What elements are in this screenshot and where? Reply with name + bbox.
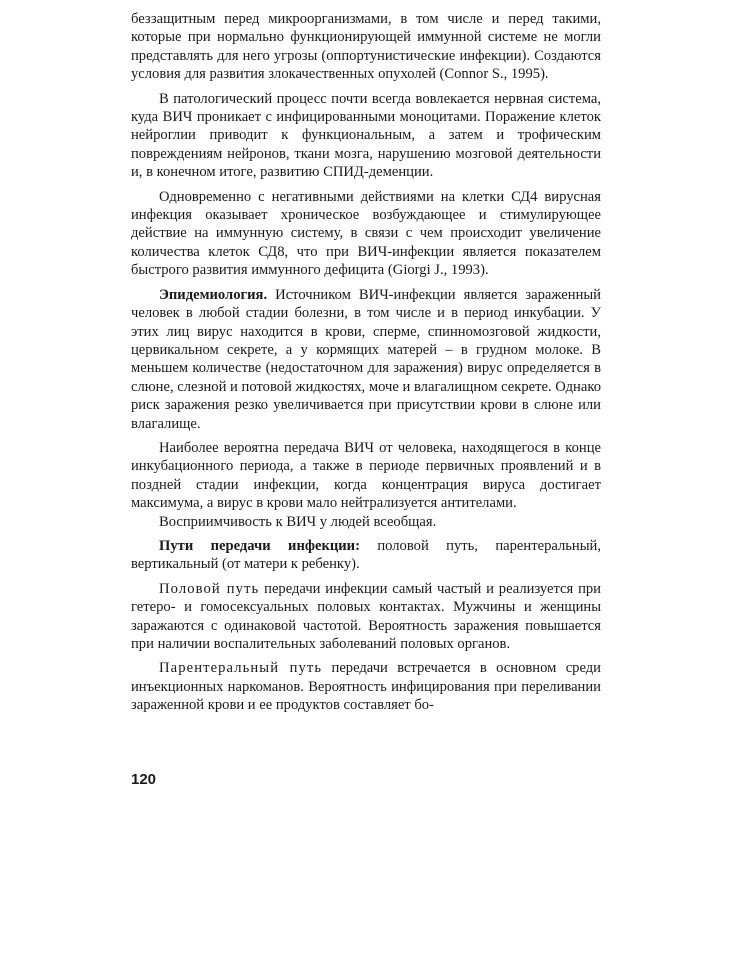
paragraph-cd4-cd8 — [131, 188, 601, 280]
term-parenteral-route: Парентеральный путь — [159, 660, 323, 677]
paragraph-text: Источником ВИЧ-инфекции является зараженный человек в любой стадии болезни, в том числе и в период инкубации. У этих лиц вирус находится в крови, сперме, спинномозговой жидкости, цервикальном секрете, а у кормящих матерей – в грудном молоке. В меньшем количестве (недостаточном для заражения) вирус определяется в слюне, слезной и потовой жидкостях, моче и влагалищном секрете. Однако риск заражения резко увеличивается при присутствии крови в слюне или влагалище. — [131, 286, 601, 432]
paragraph-text: передачи инфекции самый частый и реализуется при гетеро- и гомосексуальных половых контактах. Мужчины и женщины заражаются с одинаковой частотой. Вероятность заражения повышается при наличии воспалительных заболеваний половых органов. — [131, 580, 601, 652]
page-body — [131, 10, 601, 715]
paragraph-immune-deficiency — [131, 10, 601, 84]
term-sexual-route: Половой путь — [159, 580, 260, 597]
paragraph-text: беззащитным перед микроорганизмами, в том числе и перед такими, которые при нормально функционирующей иммунной системе не могли представлять для него угрозы (оппортунистические инфекции). Создаются условия для развития злокачественных опухолей (Connor S., 1995). — [131, 11, 601, 83]
paragraph-text: Наиболее вероятна передача ВИЧ от человека, находящегося в конце инкубационного периода, а также в периоде первичных проявлений и в поздней стадии инфекции, когда концентрация вируса достигает максимума, а вирус в крови мало нейтрализуется антителами. — [131, 439, 601, 512]
paragraph-text: Одновременно с негативными действиями на клетки СД4 вирусная инфекция оказывает хроническое возбуждающее и стимулирующее действие на иммунную систему, в связи с чем происходит увеличение количества клеток СД8, что при ВИЧ-инфекции является показателем быстрого развития иммунного дефицита (Giorgi J., 1993). — [131, 188, 601, 279]
paragraph-epidemiology — [131, 286, 601, 433]
paragraph-sexual-route — [131, 580, 601, 654]
paragraph-susceptibility — [131, 513, 601, 531]
paragraph-transmission-routes — [131, 537, 601, 574]
paragraph-text: половой путь, парентеральный, вертикальный (от матери к ребенку). — [131, 537, 601, 573]
paragraph-text: передачи встречается в основном среди инъекционных наркоманов. Вероятность инфицирования при переливании зараженной крови и ее продуктов составляет бо- — [131, 660, 601, 714]
paragraph-text: Восприимчивость к ВИЧ у людей всеобщая. — [159, 513, 437, 530]
paragraph-transmission-likelihood — [131, 439, 601, 513]
section-heading-transmission-routes: Пути передачи инфекции: — [159, 537, 360, 554]
paragraph-nervous-system — [131, 90, 601, 182]
page-number: 120 — [131, 771, 157, 788]
paragraph-text: В патологический процесс почти всегда вовлекается нервная система, куда ВИЧ проникает с инфицированными моноцитами. Поражение клеток нейроглии приводит к функциональным, а затем и трофическим повреждениям нейронов, ткани мозга, нарушению мозговой деятельности и, в конечном итоге, развитию СПИД-деменции. — [131, 90, 601, 181]
paragraph-parenteral-route — [131, 659, 601, 714]
section-heading-epidemiology: Эпидемиология. — [159, 286, 268, 303]
